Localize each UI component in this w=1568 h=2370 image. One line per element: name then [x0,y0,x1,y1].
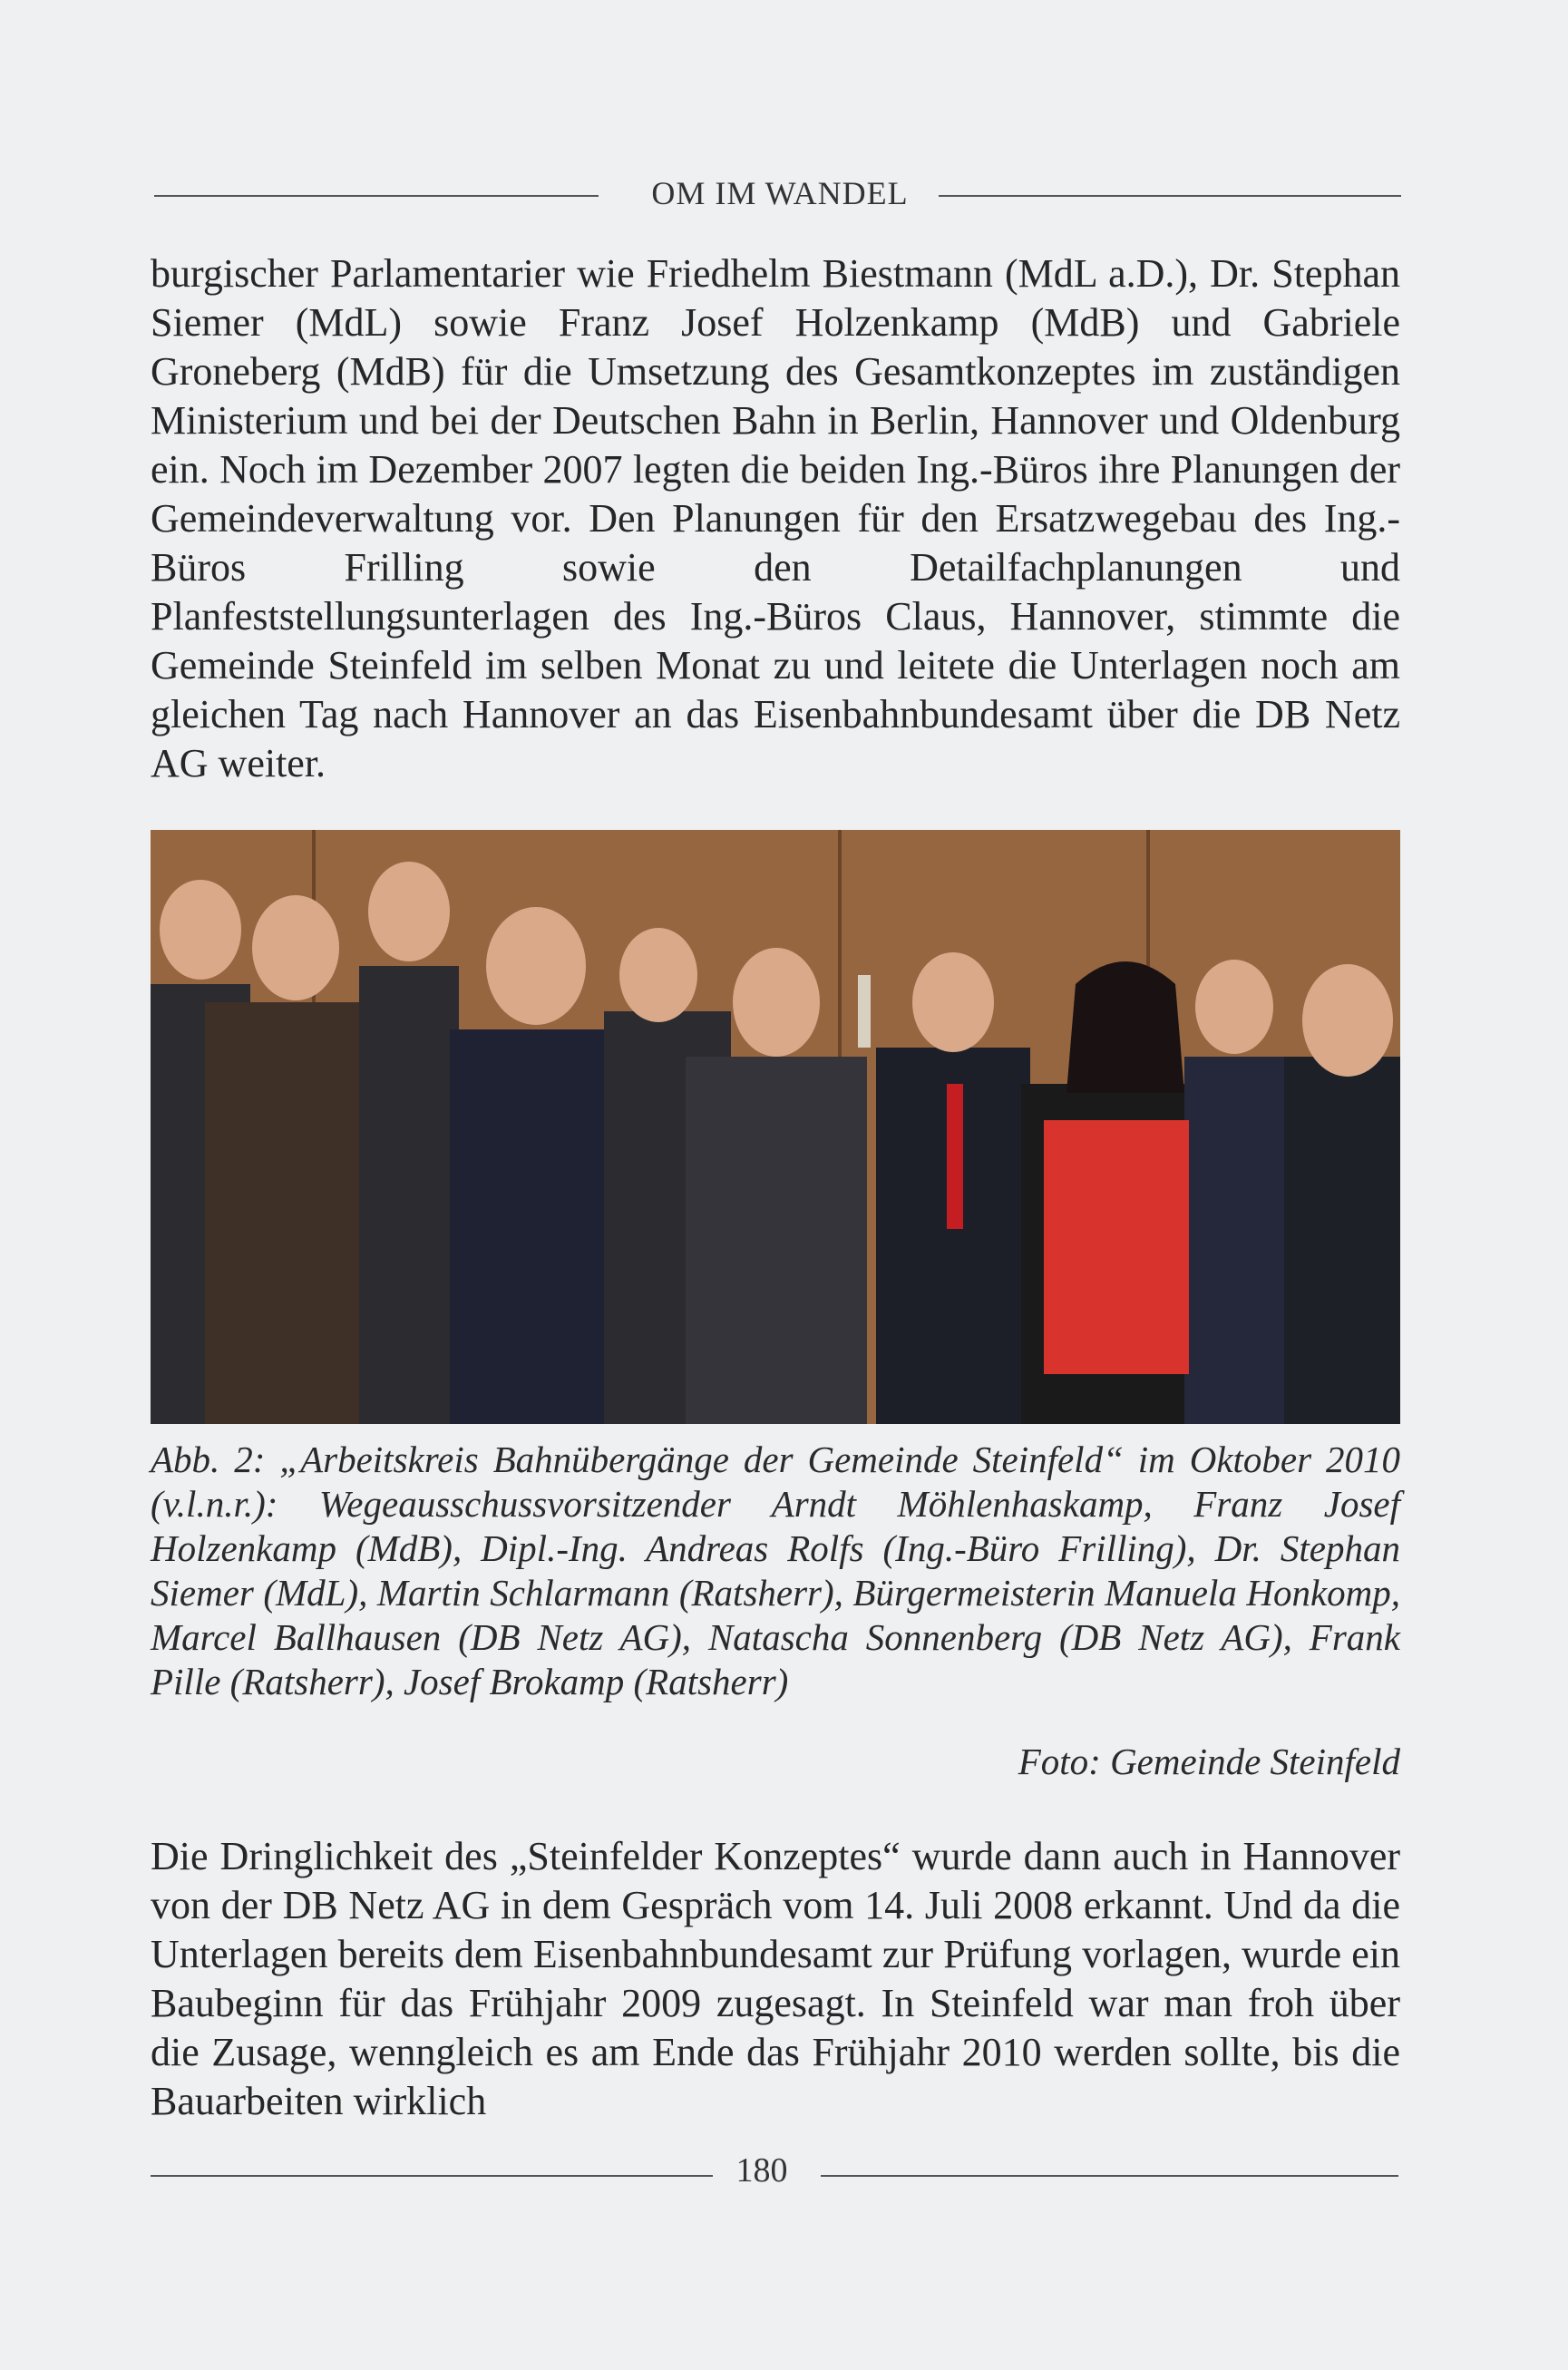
page-number: 180 [735,2151,788,2190]
body-paragraph-1: burgischer Parlamentarier wie Friedhelm Biestmann (MdL a.D.), Dr. Stephan Siemer (MdL) sowie Franz Josef Holzenkamp (MdB) und Gabriele Groneberg (MdB) für die Umsetzung des Gesamtkonzeptes im zuständigen Ministerium und bei der Deutschen Bahn in Berlin, Hannover und Oldenburg ein. Noch im Dezember 2007 legten die beiden Ing.-Büros ihre Planungen der Gemeindeverwaltung vor. Den Planungen für den Ersatzwegebau des Ing.-Büros Frilling sowie den Detailfachplanungen und Planfeststellungsunterlagen des Ing.-Büros Claus, Hannover, stimmte die Gemeinde Steinfeld im selben Monat zu und leitete die Unterlagen noch am gleichen Tag nach Hannover an das Eisenbahnbundesamt über die DB Netz AG weiter. [151,251,1400,785]
body-paragraph-2: Die Dringlichkeit des „Steinfelder Konzeptes“ wurde dann auch in Hannover von der DB Netz AG in dem Gespräch vom 14. Juli 2008 erkannt. Und da die Unterlagen bereits dem Eisenbahnbundesamt zur Prüfung vorlagen, wurde ein Baubeginn für das Frühjahr 2009 zugesagt. In Steinfeld war man froh über die Zusage, wenngleich es am Ende das Frühjahr 2010 werden sollte, bis die Bauarbeiten wirklich [151,1834,1400,2123]
header-rule-left [154,195,599,197]
running-title: OM IM WANDEL [651,175,909,211]
figure-caption: Abb. 2: „Arbeitskreis Bahnübergänge der Gemeinde Steinfeld“ im Oktober 2010 (v.l.n.r.): Wegeausschussvorsitzender Arndt Möhlenhaskamp, Franz Josef Holzenkamp (MdB), Dipl.-Ing. Andreas Rolfs (Ing.-Büro Frilling), Dr. Stephan Siemer (MdL), Martin Schlarmann (Ratsherr), Bürgermeisterin Manuela Honkomp, Marcel Ballhausen (DB Netz AG), Natascha Sonnenberg (DB Netz AG), Frank Pille (Ratsherr), Josef Brokamp (Ratsherr) [151,1439,1400,1702]
header-rule-right [939,195,1401,197]
footer-rule-right [821,2175,1398,2177]
group-photo [151,830,1400,1424]
footer-rule-left [151,2175,713,2177]
photo-credit: Foto: Gemeinde Steinfeld [1018,1741,1400,1782]
